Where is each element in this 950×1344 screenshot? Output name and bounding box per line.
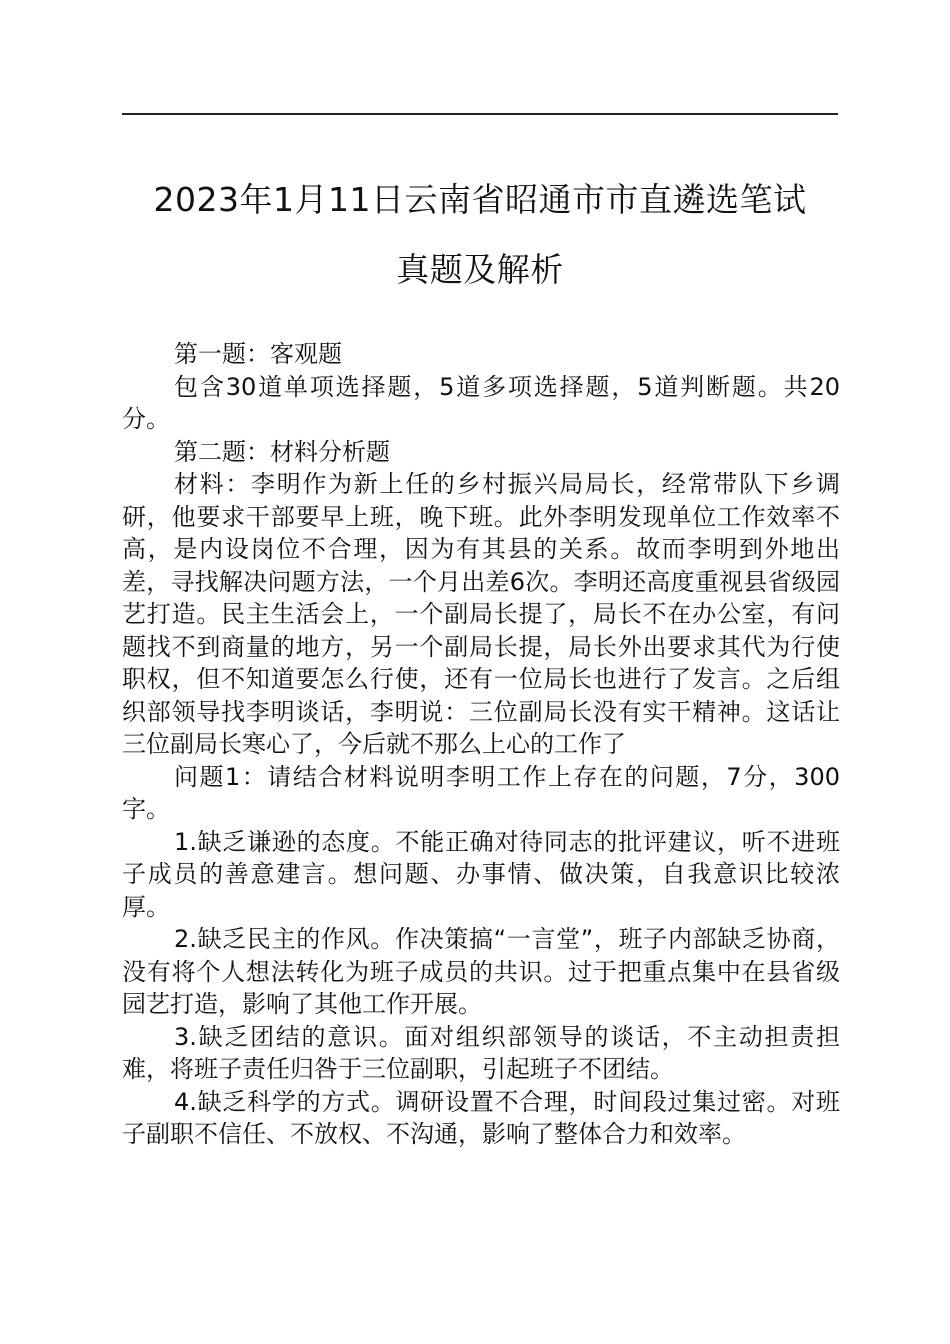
section-heading-objective: 第一题：客观题 <box>174 340 342 368</box>
page-title-line-1: 2023年1月11日云南省昭通市市直遴选笔试 <box>153 180 807 219</box>
answer-point-1: 1.缺乏谦逊的态度。不能正确对待同志的批评建议，听不进班子成员的善意建言。想问题、办事情、做决策，自我意识比较浓厚。 <box>122 827 840 921</box>
section-heading-material-analysis: 第二题：材料分析题 <box>174 437 390 466</box>
page-title-line-2: 真题及解析 <box>396 250 564 289</box>
document-body <box>122 338 840 1151</box>
objective-description: 包含30道单项选择题，5道多项选择题，5道判断题。共20分。 <box>122 372 840 433</box>
answer-point-3: 3.缺乏团结的意识。面对组织部领导的谈话，不主动担责担难，将班子责任归咎于三位副职，引起班子不团结。 <box>122 1022 840 1083</box>
question-1: 问题1：请结合材料说明李明工作上存在的问题，7分，300字。 <box>122 762 840 823</box>
header-rule <box>122 113 838 115</box>
material-paragraph: 材料：李明作为新上任的乡村振兴局局长，经常带队下乡调研，他要求干部要早上班，晚下班。此外李明发现单位工作效率不高，是内设岗位不合理，因为有其县的关系。故而李明到外地出差，寻找解决问题方法，一个月出差6次。李明还高度重视县省级园艺打造。民主生活会上，一个副局长提了，局长不在办公室，有问题找不到商量的地方，另一个副局长提，局长外出要求其代为行使职权，但不知道要怎么行使，还有一位局长也进行了发言。之后组织部领导找李明谈话，李明说：三位副局长没有实干精神。这话让三位副局长寒心了，今后就不那么上心的工作了 <box>122 470 840 758</box>
answer-point-4: 4.缺乏科学的方式。调研设置不合理，时间段过集过密。对班子副职不信任、不放权、不沟通，影响了整体合力和效率。 <box>122 1087 840 1148</box>
answer-point-2: 2.缺乏民主的作风。作决策搞“一言堂”，班子内部缺乏协商，没有将个人想法转化为班子成员的共识。过于把重点集中在县省级园艺打造，影响了其他工作开展。 <box>122 925 840 1018</box>
